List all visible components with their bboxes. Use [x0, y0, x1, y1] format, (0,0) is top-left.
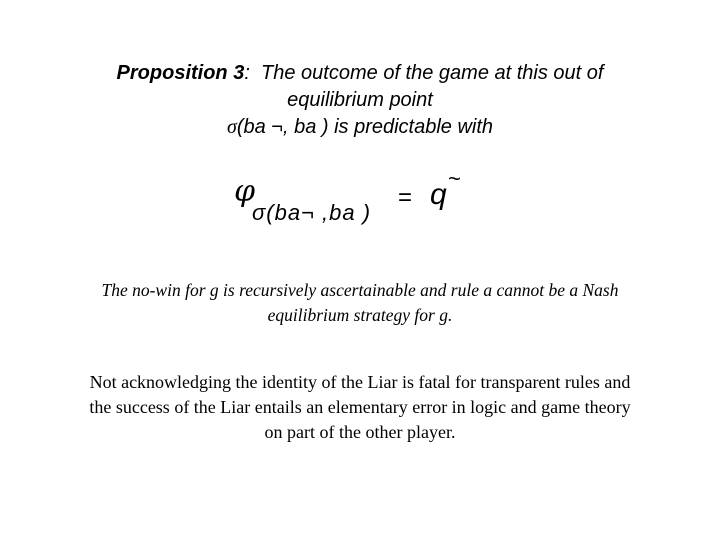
proposition-text-3: (ba ¬, ba ) is predictable with	[236, 116, 494, 138]
liar-line-2: the success of the Liar entails an elementary error in logic and game theory	[89, 397, 631, 417]
equals-sign: =	[398, 184, 413, 211]
formula-image	[230, 166, 470, 242]
q-variable: q	[430, 178, 447, 211]
tilde-mark: ~	[448, 166, 461, 191]
liar-line-1: Not acknowledging the identity of the Liar is fatal for transparent rules and	[89, 372, 631, 392]
proposition-block	[40, 60, 680, 141]
proposition-colon: :	[244, 62, 250, 84]
no-win-paragraph	[40, 278, 680, 328]
proposition-line-1	[40, 60, 680, 87]
proposition-line-3	[40, 114, 680, 141]
liar-paragraph	[30, 370, 690, 445]
no-win-line-2: equilibrium strategy for g.	[267, 305, 453, 325]
proposition-label: Proposition 3	[116, 62, 245, 84]
proposition-text-1: The outcome of the game at this out of	[261, 62, 604, 84]
formula-subscript: σ(ba¬ ,ba )	[252, 200, 372, 225]
sigma-symbol: σ	[226, 116, 237, 138]
no-win-line-1: The no-win for g is recursively ascertainable and rule a cannot be a Nash	[101, 280, 619, 300]
proposition-line-2: equilibrium point	[287, 89, 433, 111]
phi-symbol: φ	[234, 174, 256, 209]
liar-line-3: on part of the other player.	[264, 422, 456, 442]
